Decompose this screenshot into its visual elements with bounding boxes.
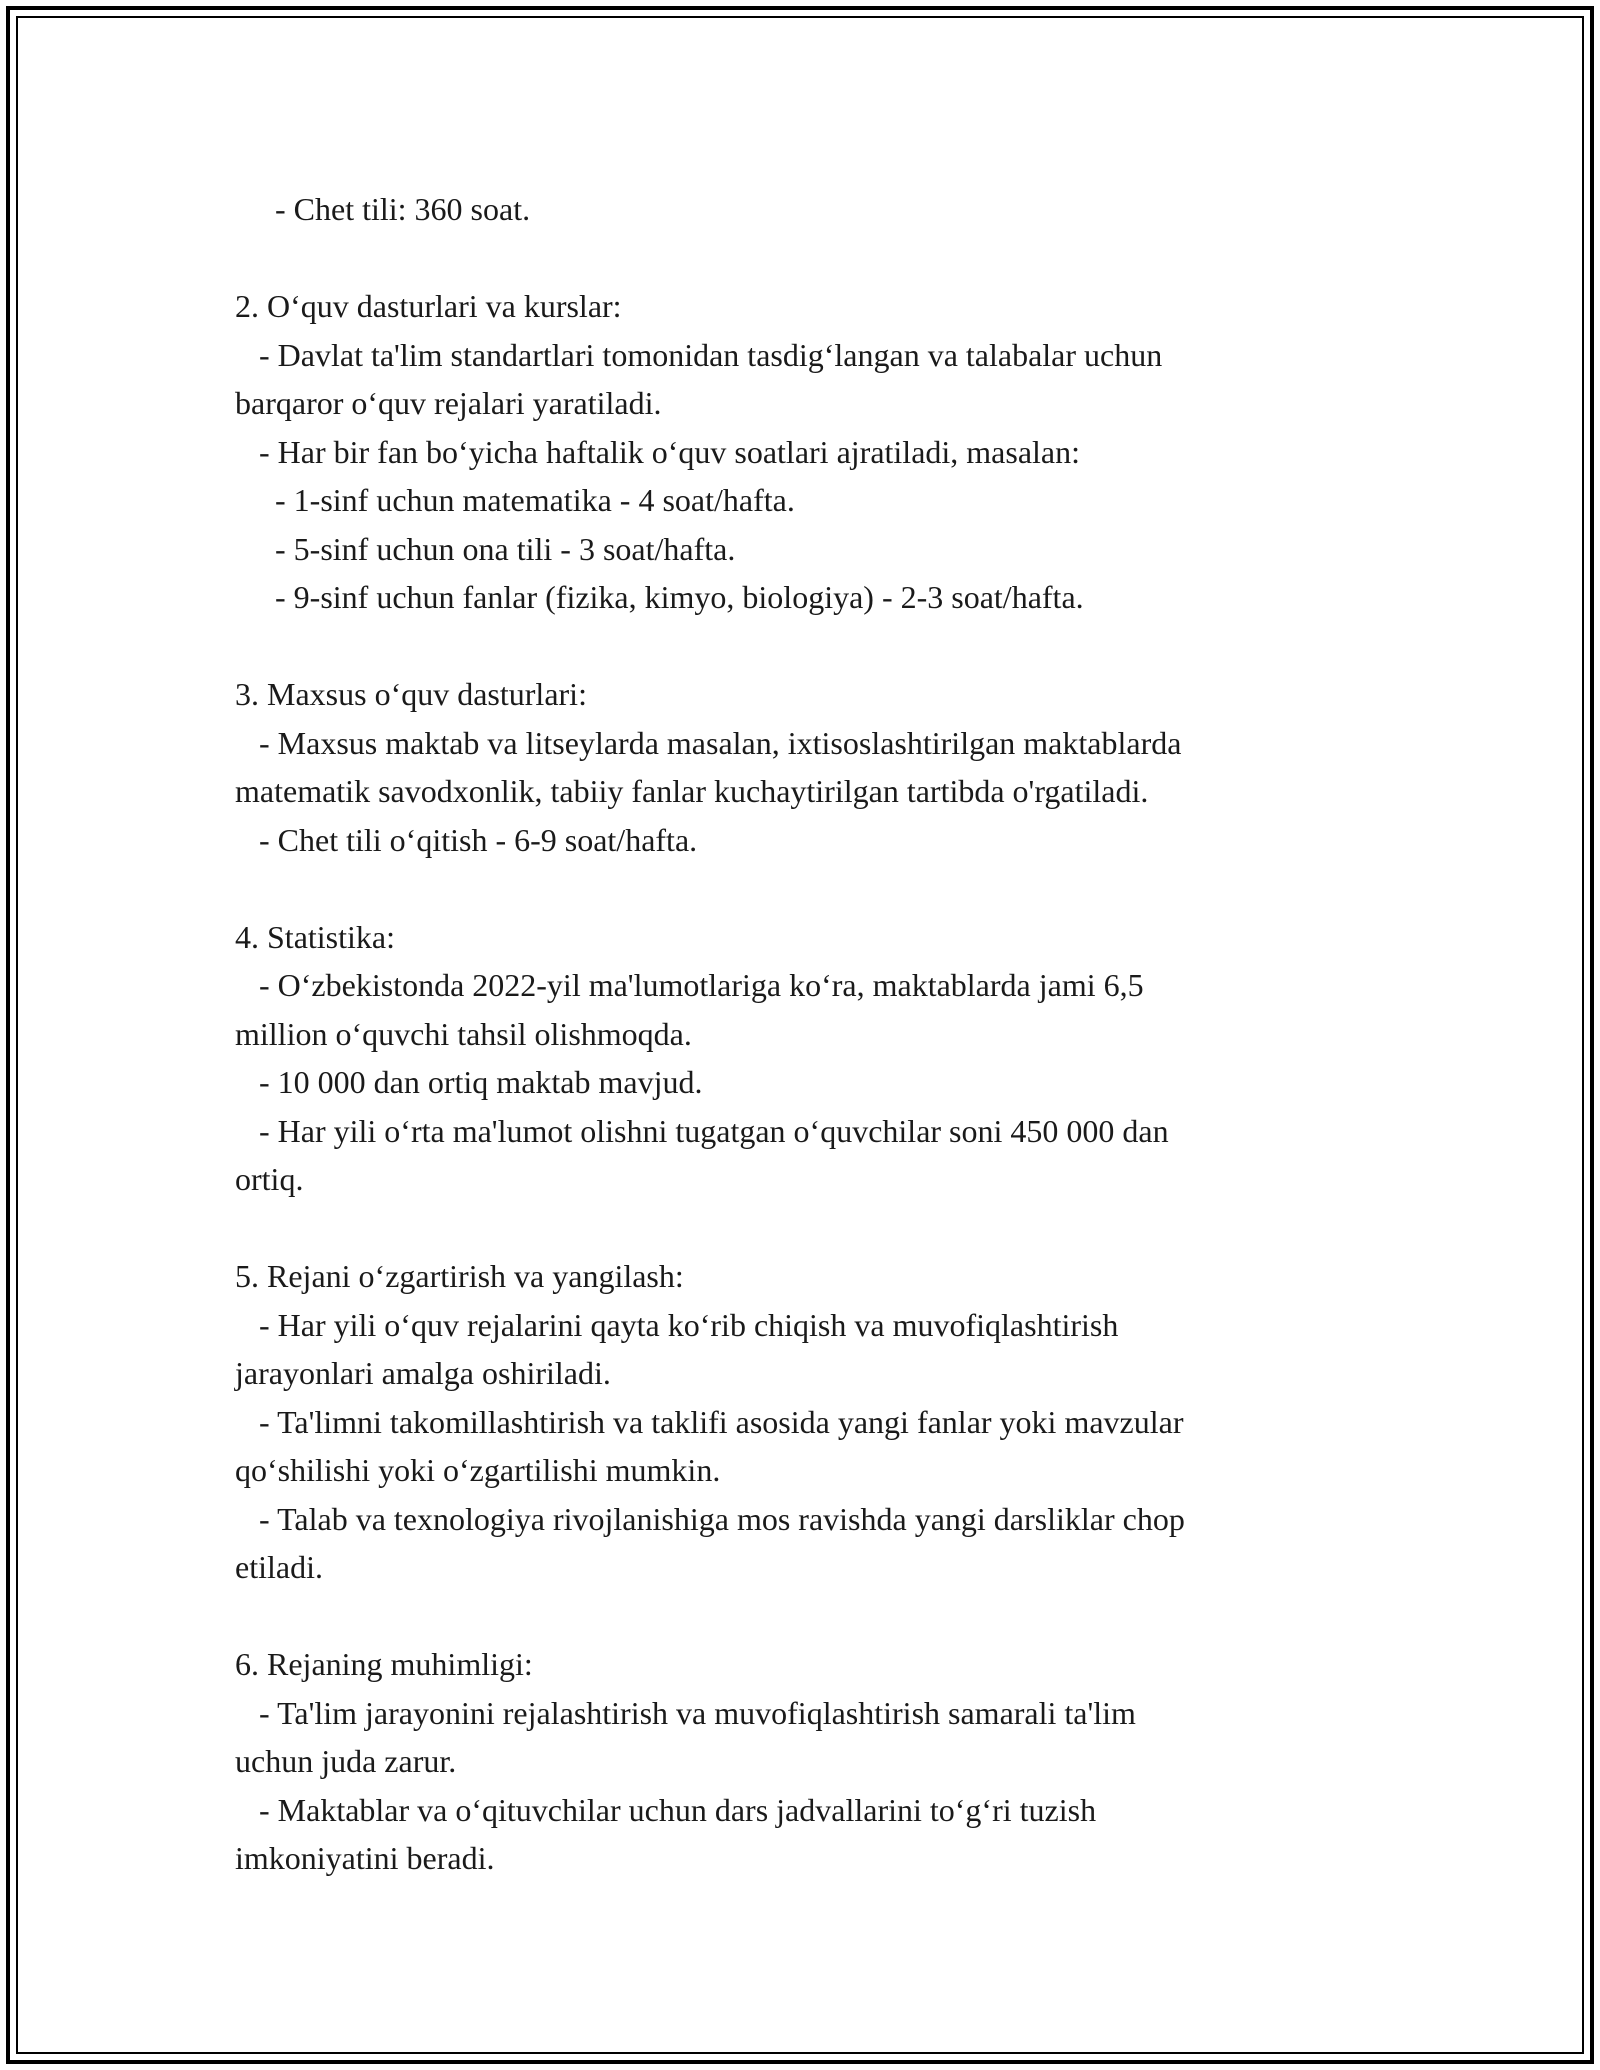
text-line: etiladi. [235,1549,323,1585]
text-line: - Har bir fan bo‘yicha haftalik o‘quv soatlari ajratiladi, masalan: [235,433,1081,470]
text-line: million o‘quvchi tahsil olishmoqda. [235,1015,692,1052]
text-line: 3. Maxsus o‘quv dasturlari: [235,676,587,712]
text-line: 5. Rejani o‘zgartirish va yangilash: [235,1258,684,1294]
text-line: uchun juda zarur. [235,1743,457,1779]
text-line: - Har yili o‘quv rejalarini qayta ko‘rib chiqish va muvofiqlashtirish [235,1306,1119,1343]
text-line: - Chet tili o‘qitish - 6-9 soat/hafta. [235,821,698,858]
text-line: - Davlat ta'lim standartlari tomonidan tasdig‘langan va talabalar uchun [235,336,1163,373]
text-line: - 9-sinf uchun fanlar (fizika, kimyo, biologiya) - 2-3 soat/hafta. [235,579,1084,615]
blank-line [235,1592,1355,1641]
text-line: 4. Statistika: [235,918,395,955]
text-line: qo‘shilishi yoki o‘zgartilishi mumkin. [235,1452,721,1488]
text-line: - 10 000 dan ortiq maktab mavjud. [235,1064,703,1100]
text-line: - Ta'lim jarayonini rejalashtirish va muvofiqlashtirish samarali ta'lim [235,1694,1136,1731]
blank-line [235,622,1355,671]
text-line: - Maxsus maktab va litseylarda masalan, ixtisoslashtirilgan maktablarda [235,724,1182,761]
text-line: 6. Rejaning muhimligi: [235,1646,533,1682]
text-line: - Ta'limni takomillashtirish va taklifi asosida yangi fanlar yoki mavzular [235,1403,1184,1440]
text-line: - 5-sinf uchun ona tili - 3 soat/hafta. [235,530,736,567]
blank-line [235,1204,1355,1253]
text-line: - Talab va texnologiya rivojlanishiga mos ravishda yangi darsliklar chop [235,1500,1185,1537]
text-line: - O‘zbekistonda 2022-yil ma'lumotlariga ko‘ra, maktablarda jami 6,5 [235,967,1144,1003]
text-line: 2. O‘quv dasturlari va kurslar: [235,288,622,324]
text-line: imkoniyatini beradi. [235,1840,495,1876]
text-line: - Har yili o‘rta ma'lumot olishni tugatgan o‘quvchilar soni 450 000 dan [235,1112,1169,1149]
text-line: - Chet tili: 360 soat. [235,191,531,227]
blank-line [235,864,1355,913]
text-line: matematik savodxonlik, tabiiy fanlar kuchaytirilgan tartibda o'rgatiladi. [235,773,1149,809]
blank-line [235,234,1355,283]
document-body [235,185,1355,1883]
text-line: ortiq. [235,1161,304,1197]
text-line: jarayonlari amalga oshiriladi. [235,1355,611,1391]
text-line: - Maktablar va o‘qituvchilar uchun dars jadvallarini to‘g‘ri tuzish [235,1791,1097,1828]
text-line: barqaror o‘quv rejalari yaratiladi. [235,385,662,421]
text-line: - 1-sinf uchun matematika - 4 soat/hafta. [235,482,795,518]
